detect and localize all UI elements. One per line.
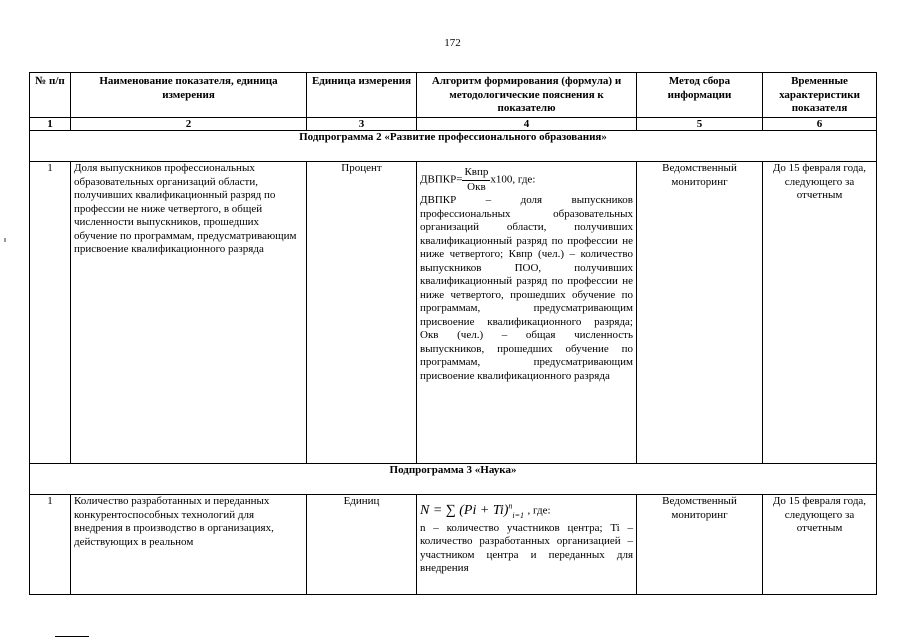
indicators-table: [29, 72, 877, 595]
margin-mark: [4, 238, 6, 242]
indicator-name: Количество разработанных и переданных конкурентоспособных технологий для внедрения в производство в организациях, действующих в реальном: [71, 495, 307, 595]
indicator-name: Доля выпускников профессиональных образовательных организаций области, получивших квалификационный разряд по профессии не ниже четвертого, в общей численности выпускников, прошедших обучение по программам, предусматривающим присвоение квалификационного разряда: [71, 162, 307, 464]
section-title: Подпрограмма 2 «Развитие профессионального образования»: [30, 131, 877, 162]
sum-formula-text: N = ∑ (Pi + Ti): [420, 502, 509, 518]
column-number: 4: [417, 118, 637, 131]
top-border-line: [0, 0, 905, 2]
header-timing: Временные характеристики показателя: [763, 73, 877, 118]
indicator-unit: Единиц: [307, 495, 417, 595]
column-number: 3: [307, 118, 417, 131]
formula-explanation: ДВПКР – доля выпускников профессиональных образовательных организаций области, получивших квалификационный разряд по профессии не ниже четвертого; Квпр (чел.) – количество выпускников ПОО, получивших квалификационный разряд по профессии не ниже четвертого, прошедших обучение по программам, предусматривающим присвоение квалификационного разряда; Окв (чел.) – общая численность выпускников, прошедших обучение по программам, предусматривающим присвоение квалификационного разряда: [420, 194, 633, 382]
header-row: [30, 73, 877, 118]
table-row: [30, 162, 877, 464]
sum-formula: [420, 503, 528, 518]
algorithm-cell: [417, 162, 637, 464]
collection-method: Ведомственный мониторинг: [637, 162, 763, 464]
header-algorithm: Алгоритм формирования (формула) и методологические пояснения к показателю: [417, 73, 637, 118]
header-method: Метод сбора информации: [637, 73, 763, 118]
row-number: 1: [30, 162, 71, 464]
formula-numerator: Квпр: [462, 166, 490, 181]
indicator-unit: Процент: [307, 162, 417, 464]
formula-denominator: Окв: [467, 180, 486, 193]
table-row: [30, 495, 877, 595]
column-number-row: [30, 118, 877, 131]
formula-lhs: ДВПКР=: [420, 173, 463, 186]
header-unit: Единица измерения: [307, 73, 417, 118]
footnote-line: [55, 636, 89, 637]
header-number: № п/п: [30, 73, 71, 118]
formula-rhs: х100, где:: [490, 173, 536, 186]
formula-explanation: n – количество участников центра; Ti – количество разработанных организацией – участником центра и переданных для внедрения: [420, 521, 633, 575]
column-number: 5: [637, 118, 763, 131]
column-number: 2: [71, 118, 307, 131]
section-header-row: [30, 131, 877, 162]
timing: До 15 февраля года, следующего за отчетным: [763, 495, 877, 595]
algorithm-cell: [417, 495, 637, 595]
formula-suffix: , где:: [527, 504, 551, 517]
header-indicator-name: Наименование показателя, единица измерения: [71, 73, 307, 118]
row-number: 1: [30, 495, 71, 595]
column-number: 6: [763, 118, 877, 131]
formula: [420, 499, 633, 522]
formula: [420, 166, 633, 194]
sum-upper-limit: n: [508, 501, 513, 510]
timing: До 15 февраля года, следующего за отчетным: [763, 162, 877, 464]
column-number: 1: [30, 118, 71, 131]
sum-lower-limit: i=1: [512, 510, 525, 520]
section-title: Подпрограмма 3 «Наука»: [30, 464, 877, 495]
formula-fraction: [462, 166, 490, 194]
section-header-row: [30, 464, 877, 495]
collection-method: Ведомственный мониторинг: [637, 495, 763, 595]
page-number: 172: [444, 37, 461, 49]
